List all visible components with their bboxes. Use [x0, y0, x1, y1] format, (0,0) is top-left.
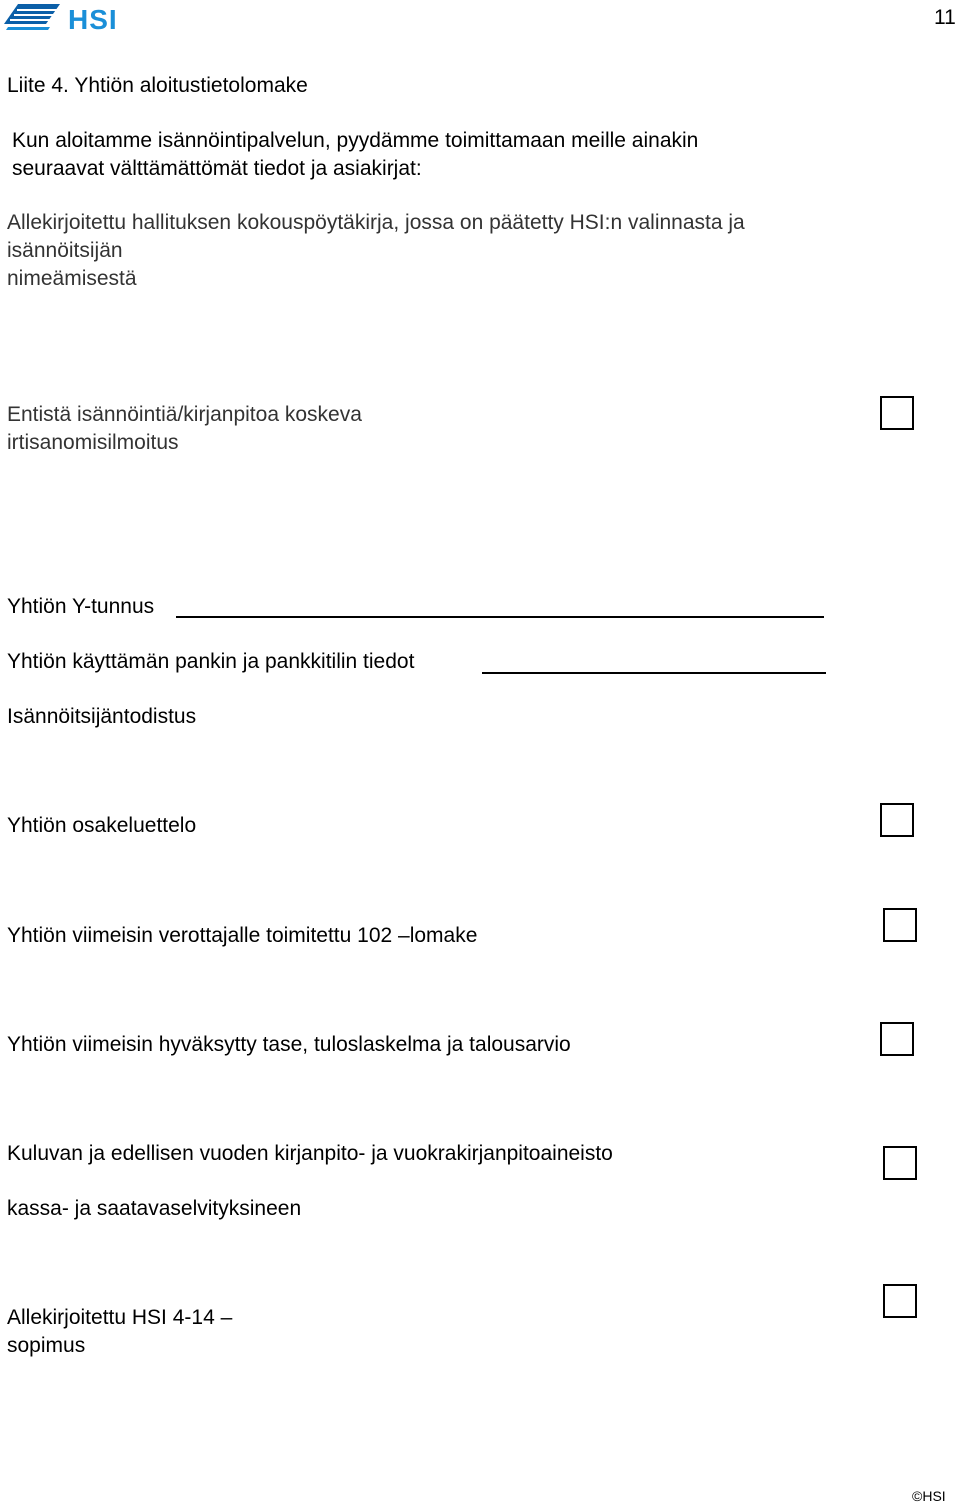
item-board-minutes-line-3: nimeämisestä	[7, 267, 137, 290]
item-manager-certificate: Isännöitsijäntodistus	[7, 705, 197, 728]
item-balance-sheet: Yhtiön viimeisin hyväksytty tase, tuloslaskelma ja talousarvio	[7, 1033, 571, 1056]
item-board-minutes-line-2: isännöitsijän	[7, 239, 123, 262]
hsi-logo-text: HSI	[68, 4, 118, 35]
item-board-minutes-line-1: Allekirjoitettu hallituksen kokouspöytäkirja, jossa on päätetty HSI:n valinnasta ja	[7, 211, 745, 234]
hsi-logo-mark-icon	[4, 2, 62, 32]
intro-line-1: Kun aloitamme isännöintipalvelun, pyydämme toimittamaan meille ainakin	[12, 129, 699, 152]
accounting-checkbox[interactable]	[883, 1146, 917, 1180]
bank-details-field[interactable]	[482, 672, 826, 674]
termination-checkbox[interactable]	[880, 396, 914, 430]
copyright-text: HSI	[922, 1488, 946, 1504]
page-number: 11	[934, 6, 956, 29]
copyright-icon: ©	[912, 1488, 923, 1504]
page-title: Liite 4. Yhtiön aloitustietolomake	[7, 74, 308, 97]
item-business-id: Yhtiön Y-tunnus	[7, 595, 155, 618]
footer-copyright	[912, 1488, 946, 1504]
item-contract-line-2: sopimus	[7, 1334, 86, 1357]
item-termination-line-1: Entistä isännöintiä/kirjanpitoa koskeva	[7, 403, 362, 426]
intro-line-2: seuraavat välttämättömät tiedot ja asiakirjat:	[12, 157, 422, 180]
item-accounting-line-2: kassa- ja saatavaselvityksineen	[7, 1197, 302, 1220]
item-contract-line-1: Allekirjoitettu HSI 4-14 –	[7, 1306, 233, 1329]
item-bank-details: Yhtiön käyttämän pankin ja pankkitilin tiedot	[7, 650, 415, 673]
shareholder-register-checkbox[interactable]	[880, 803, 914, 837]
tax-form-checkbox[interactable]	[883, 908, 917, 942]
item-tax-form: Yhtiön viimeisin verottajalle toimitettu 102 –lomake	[7, 924, 478, 947]
hsi-logo	[4, 0, 134, 36]
item-shareholder-register: Yhtiön osakeluettelo	[7, 814, 197, 837]
business-id-field[interactable]	[176, 616, 824, 618]
item-termination-line-2: irtisanomisilmoitus	[7, 431, 179, 454]
contract-checkbox[interactable]	[883, 1284, 917, 1318]
item-accounting-line-1: Kuluvan ja edellisen vuoden kirjanpito- ja vuokrakirjanpitoaineisto	[7, 1142, 613, 1165]
balance-sheet-checkbox[interactable]	[880, 1022, 914, 1056]
